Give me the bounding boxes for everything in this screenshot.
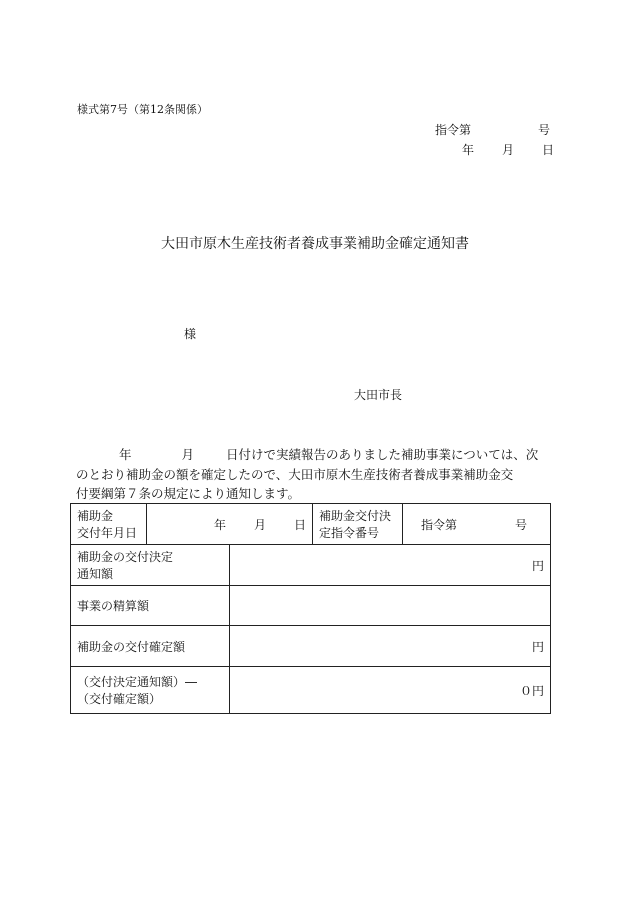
decision-order-value: 指令第 号 xyxy=(403,504,551,545)
issue-date-line xyxy=(462,141,554,158)
grant-date-label: 補助金 交付年月日 xyxy=(71,504,147,545)
order-label: 指令第 xyxy=(435,123,472,137)
table-row-decision-amount xyxy=(71,545,551,586)
table-row-confirmed-amount xyxy=(71,626,551,667)
document-title: 大田市原木生産技術者養成事業補助金確定通知書 xyxy=(161,236,469,252)
difference-value: ０円 xyxy=(230,667,551,714)
body-line-1 xyxy=(76,445,558,465)
date-year: 年 xyxy=(462,143,475,157)
difference-label: （交付決定通知額）― （交付確定額） xyxy=(71,667,230,714)
addressee-suffix: 様 xyxy=(184,327,197,341)
decision-amount-label: 補助金の交付決定 通知額 xyxy=(71,545,230,586)
notice-body xyxy=(76,445,558,504)
settlement-label: 事業の精算額 xyxy=(71,586,230,626)
date-day: 日 xyxy=(542,143,555,157)
confirmed-amount-label: 補助金の交付確定額 xyxy=(71,626,230,667)
order-suffix: 号 xyxy=(538,123,551,137)
confirmed-amount-value: 円 xyxy=(230,626,551,667)
date-month: 月 xyxy=(502,143,515,157)
decision-amount-value: 円 xyxy=(230,545,551,586)
sender-name: 大田市長 xyxy=(354,388,403,402)
body-month: 月 xyxy=(181,447,195,462)
table-row-settlement xyxy=(71,586,551,626)
body-text-line-3: 付要綱第７条の規定により通知します。 xyxy=(76,486,301,501)
decision-order-label: 補助金交付決 定指令番号 xyxy=(313,504,403,545)
settlement-value xyxy=(230,586,551,626)
body-text-line-2: のとおり補助金の額を確定したので、大田市原木生産技術者養成事業補助金交 xyxy=(76,466,514,482)
grant-date-value: 年 月 日 xyxy=(147,504,313,545)
body-year: 年 xyxy=(119,447,132,462)
table-row-difference xyxy=(71,667,551,714)
form-number: 様式第7号（第12条関係） xyxy=(77,103,208,116)
order-number-line xyxy=(435,121,550,138)
table-row-grant-date xyxy=(71,504,551,545)
confirmation-table xyxy=(70,503,551,714)
body-text-line-1: 日付けで実績報告のありました補助事業については、次 xyxy=(226,447,539,462)
